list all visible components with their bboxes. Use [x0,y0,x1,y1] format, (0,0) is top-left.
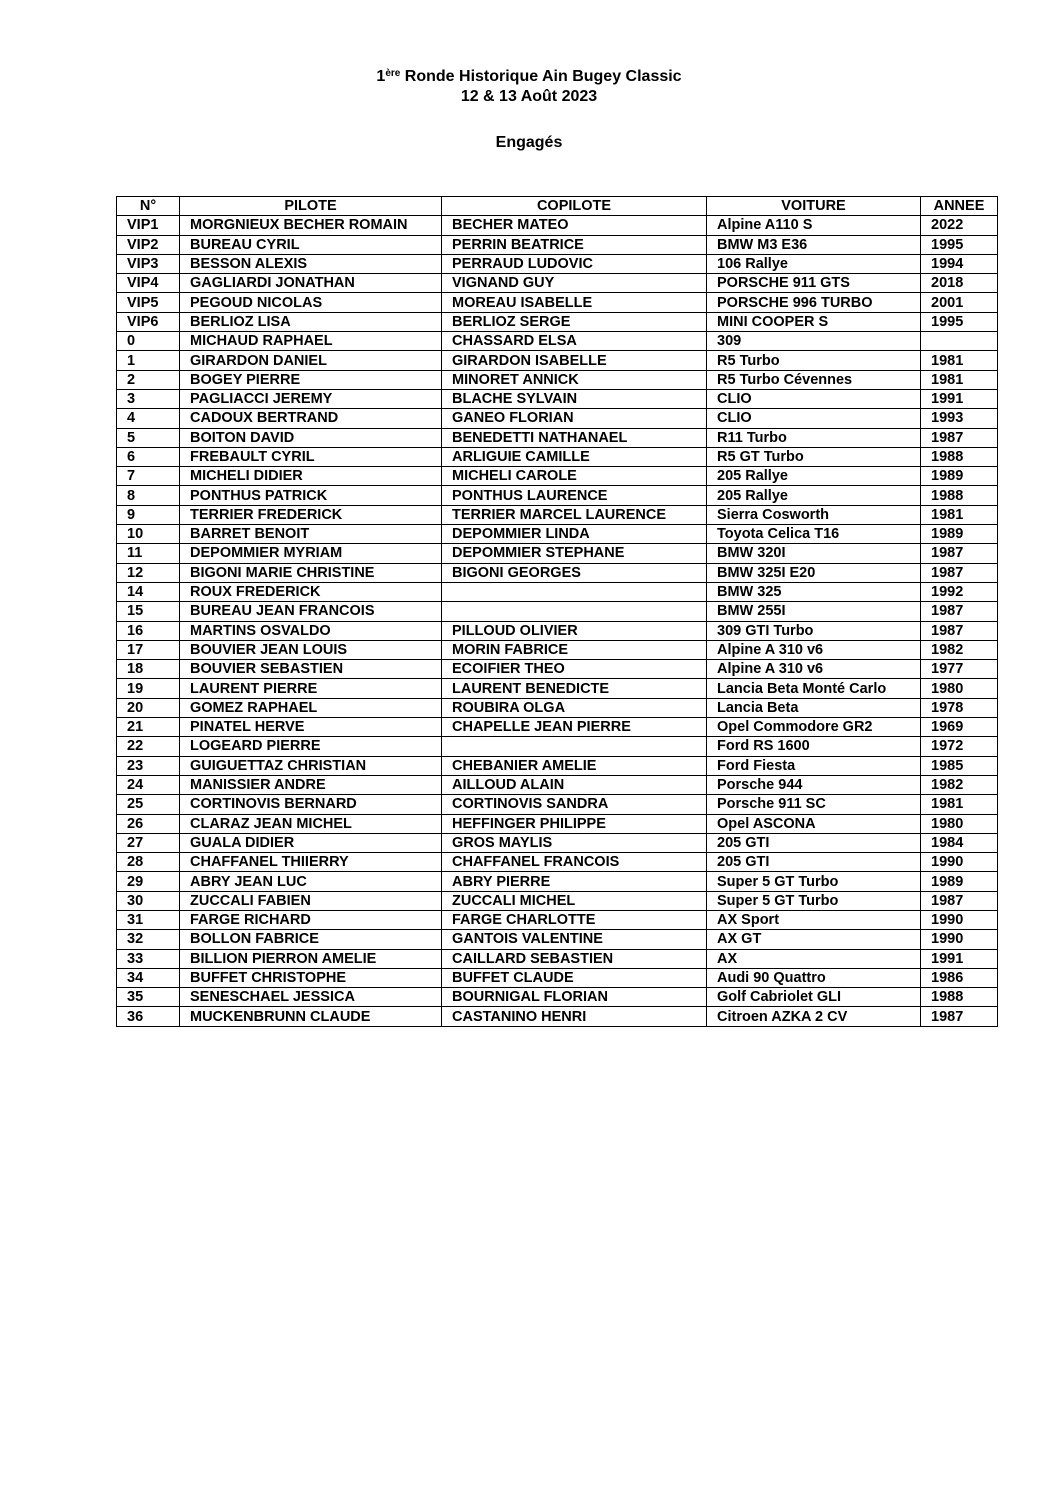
table-row [117,351,998,370]
cell-number: 31 [117,910,180,929]
cell-number: 11 [117,544,180,563]
cell-voiture: BMW 320I [707,544,921,563]
table-row [117,602,998,621]
cell-annee: 1981 [921,351,998,370]
cell-voiture: BMW 325 [707,582,921,601]
table-row [117,718,998,737]
cell-pilote: CLARAZ JEAN MICHEL [180,814,442,833]
cell-number: 26 [117,814,180,833]
table-row [117,891,998,910]
cell-voiture: AX GT [707,930,921,949]
cell-pilote: BUREAU CYRIL [180,235,442,254]
cell-annee: 2001 [921,293,998,312]
cell-copilote: PERRIN BEATRICE [442,235,707,254]
cell-copilote: VIGNAND GUY [442,274,707,293]
title-ordinal: 1 [376,68,386,85]
cell-copilote: PONTHUS LAURENCE [442,486,707,505]
cell-voiture: R5 GT Turbo [707,447,921,466]
cell-number: 36 [117,1007,180,1026]
cell-number: VIP1 [117,216,180,235]
cell-number: 12 [117,563,180,582]
cell-voiture: BMW M3 E36 [707,235,921,254]
cell-annee: 1990 [921,930,998,949]
cell-pilote: BOGEY PIERRE [180,370,442,389]
cell-number: 27 [117,833,180,852]
cell-voiture: Citroen AZKA 2 CV [707,1007,921,1026]
cell-annee: 1995 [921,235,998,254]
cell-copilote: FARGE CHARLOTTE [442,910,707,929]
table-row [117,389,998,408]
cell-copilote: PILLOUD OLIVIER [442,621,707,640]
cell-copilote: BERLIOZ SERGE [442,312,707,331]
cell-annee: 1990 [921,853,998,872]
cell-number: 22 [117,737,180,756]
cell-annee: 1988 [921,447,998,466]
cell-pilote: DEPOMMIER MYRIAM [180,544,442,563]
table-row [117,447,998,466]
table-row [117,544,998,563]
cell-pilote: LAURENT PIERRE [180,679,442,698]
cell-copilote: BOURNIGAL FLORIAN [442,988,707,1007]
cell-number: 24 [117,775,180,794]
cell-annee: 1987 [921,891,998,910]
table-row [117,486,998,505]
cell-annee: 1989 [921,467,998,486]
table-row [117,1007,998,1026]
cell-copilote: GIRARDON ISABELLE [442,351,707,370]
cell-copilote: CHAPELLE JEAN PIERRE [442,718,707,737]
cell-voiture: Alpine A110 S [707,216,921,235]
cell-copilote: TERRIER MARCEL LAURENCE [442,505,707,524]
cell-number: 7 [117,467,180,486]
cell-copilote: BECHER MATEO [442,216,707,235]
cell-pilote: PAGLIACCI JEREMY [180,389,442,408]
header-copilote: COPILOTE [442,197,707,216]
cell-voiture: R11 Turbo [707,428,921,447]
cell-pilote: BERLIOZ LISA [180,312,442,331]
cell-copilote: CAILLARD SEBASTIEN [442,949,707,968]
cell-annee: 1995 [921,312,998,331]
cell-copilote [442,582,707,601]
cell-voiture: Lancia Beta Monté Carlo [707,679,921,698]
cell-copilote: CORTINOVIS SANDRA [442,795,707,814]
cell-annee: 1987 [921,602,998,621]
cell-pilote: GOMEZ RAPHAEL [180,698,442,717]
cell-pilote: FARGE RICHARD [180,910,442,929]
cell-number: 15 [117,602,180,621]
cell-copilote: CHASSARD ELSA [442,332,707,351]
cell-annee: 1991 [921,389,998,408]
cell-number: 6 [117,447,180,466]
cell-copilote [442,737,707,756]
cell-copilote: GANTOIS VALENTINE [442,930,707,949]
cell-annee: 1980 [921,679,998,698]
cell-voiture: Opel ASCONA [707,814,921,833]
table-row [117,505,998,524]
cell-pilote: PONTHUS PATRICK [180,486,442,505]
table-row [117,293,998,312]
cell-pilote: BOUVIER SEBASTIEN [180,660,442,679]
cell-voiture: AX [707,949,921,968]
cell-number: 29 [117,872,180,891]
cell-annee: 1992 [921,582,998,601]
cell-pilote: BILLION PIERRON AMELIE [180,949,442,968]
cell-voiture: CLIO [707,389,921,408]
cell-voiture: 106 Rallye [707,254,921,273]
cell-pilote: BARRET BENOIT [180,525,442,544]
header-pilote: PILOTE [180,197,442,216]
table-row [117,332,998,351]
header-number: N° [117,197,180,216]
table-row [117,525,998,544]
cell-pilote: MORGNIEUX BECHER ROMAIN [180,216,442,235]
cell-copilote: CASTANINO HENRI [442,1007,707,1026]
cell-copilote: CHAFFANEL FRANCOIS [442,853,707,872]
cell-number: 21 [117,718,180,737]
cell-annee: 1987 [921,428,998,447]
cell-number: 16 [117,621,180,640]
cell-pilote: ZUCCALI FABIEN [180,891,442,910]
cell-annee: 2022 [921,216,998,235]
cell-annee: 1986 [921,968,998,987]
cell-number: VIP2 [117,235,180,254]
header-annee: ANNEE [921,197,998,216]
table-row [117,679,998,698]
table-row [117,698,998,717]
cell-annee: 1980 [921,814,998,833]
table-row [117,428,998,447]
title-ordinal-suffix: ère [385,68,401,79]
cell-pilote: ROUX FREDERICK [180,582,442,601]
cell-number: 8 [117,486,180,505]
cell-pilote: BUFFET CHRISTOPHE [180,968,442,987]
cell-annee: 1991 [921,949,998,968]
cell-number: 17 [117,640,180,659]
table-header-row [117,197,998,216]
cell-pilote: CADOUX BERTRAND [180,409,442,428]
cell-pilote: MANISSIER ANDRE [180,775,442,794]
cell-copilote: MOREAU ISABELLE [442,293,707,312]
cell-annee: 1981 [921,505,998,524]
cell-number: VIP6 [117,312,180,331]
cell-copilote: DEPOMMIER STEPHANE [442,544,707,563]
cell-number: 30 [117,891,180,910]
cell-voiture: Toyota Celica T16 [707,525,921,544]
table-row [117,312,998,331]
cell-voiture: Lancia Beta [707,698,921,717]
cell-pilote: CORTINOVIS BERNARD [180,795,442,814]
cell-pilote: SENESCHAEL JESSICA [180,988,442,1007]
document-title [0,67,1058,86]
cell-annee: 1993 [921,409,998,428]
table-row [117,775,998,794]
cell-voiture: 205 Rallye [707,486,921,505]
cell-voiture: BMW 255I [707,602,921,621]
cell-number: VIP3 [117,254,180,273]
cell-voiture: Porsche 911 SC [707,795,921,814]
cell-copilote: BIGONI GEORGES [442,563,707,582]
cell-number: 2 [117,370,180,389]
cell-annee: 2018 [921,274,998,293]
cell-pilote: TERRIER FREDERICK [180,505,442,524]
cell-voiture: Sierra Cosworth [707,505,921,524]
cell-annee: 1987 [921,621,998,640]
cell-voiture: Super 5 GT Turbo [707,891,921,910]
cell-annee: 1981 [921,370,998,389]
cell-voiture: 205 GTI [707,853,921,872]
cell-copilote: ARLIGUIE CAMILLE [442,447,707,466]
cell-annee: 1987 [921,544,998,563]
table-row [117,409,998,428]
cell-number: 3 [117,389,180,408]
cell-pilote: MICHAUD RAPHAEL [180,332,442,351]
cell-annee: 1977 [921,660,998,679]
cell-copilote: CHEBANIER AMELIE [442,756,707,775]
table-row [117,910,998,929]
cell-pilote: GUALA DIDIER [180,833,442,852]
cell-voiture: BMW 325I E20 [707,563,921,582]
cell-annee: 1978 [921,698,998,717]
table-row [117,988,998,1007]
table-row [117,930,998,949]
table-body [117,216,998,1026]
cell-copilote: DEPOMMIER LINDA [442,525,707,544]
document-subtitle: Engagés [495,134,563,151]
cell-copilote: HEFFINGER PHILIPPE [442,814,707,833]
cell-annee: 1981 [921,795,998,814]
cell-annee: 1982 [921,775,998,794]
cell-annee: 1990 [921,910,998,929]
cell-copilote: ABRY PIERRE [442,872,707,891]
cell-copilote: GANEO FLORIAN [442,409,707,428]
cell-pilote: MARTINS OSVALDO [180,621,442,640]
cell-annee: 1988 [921,486,998,505]
cell-voiture: PORSCHE 996 TURBO [707,293,921,312]
cell-pilote: GIRARDON DANIEL [180,351,442,370]
table-row [117,370,998,389]
table-row [117,467,998,486]
cell-copilote: MINORET ANNICK [442,370,707,389]
cell-pilote: BESSON ALEXIS [180,254,442,273]
cell-copilote: MICHELI CAROLE [442,467,707,486]
cell-voiture: R5 Turbo [707,351,921,370]
cell-annee: 1985 [921,756,998,775]
cell-number: 19 [117,679,180,698]
cell-number: 20 [117,698,180,717]
cell-copilote: GROS MAYLIS [442,833,707,852]
cell-voiture: PORSCHE 911 GTS [707,274,921,293]
cell-number: 28 [117,853,180,872]
cell-pilote: GUIGUETTAZ CHRISTIAN [180,756,442,775]
cell-annee: 1988 [921,988,998,1007]
cell-voiture: Alpine A 310 v6 [707,660,921,679]
table-row [117,254,998,273]
cell-pilote: BOLLON FABRICE [180,930,442,949]
cell-copilote: BENEDETTI NATHANAEL [442,428,707,447]
cell-voiture: CLIO [707,409,921,428]
cell-number: 34 [117,968,180,987]
cell-annee: 1987 [921,563,998,582]
cell-pilote: BOUVIER JEAN LOUIS [180,640,442,659]
cell-number: 1 [117,351,180,370]
entries-table [116,196,998,1027]
cell-pilote: PEGOUD NICOLAS [180,293,442,312]
cell-annee: 1972 [921,737,998,756]
cell-pilote: ABRY JEAN LUC [180,872,442,891]
cell-number: 9 [117,505,180,524]
cell-voiture: MINI COOPER S [707,312,921,331]
table-row [117,640,998,659]
cell-pilote: FREBAULT CYRIL [180,447,442,466]
table-row [117,274,998,293]
cell-number: VIP4 [117,274,180,293]
cell-voiture: Alpine A 310 v6 [707,640,921,659]
table-row [117,660,998,679]
cell-annee: 1984 [921,833,998,852]
table-row [117,872,998,891]
cell-pilote: GAGLIARDI JONATHAN [180,274,442,293]
cell-number: 14 [117,582,180,601]
cell-number: 32 [117,930,180,949]
table-row [117,949,998,968]
cell-pilote: MUCKENBRUNN CLAUDE [180,1007,442,1026]
table-row [117,216,998,235]
cell-number: VIP5 [117,293,180,312]
cell-copilote: LAURENT BENEDICTE [442,679,707,698]
cell-voiture: Ford RS 1600 [707,737,921,756]
cell-voiture: R5 Turbo Cévennes [707,370,921,389]
cell-voiture: AX Sport [707,910,921,929]
cell-number: 25 [117,795,180,814]
cell-copilote: ZUCCALI MICHEL [442,891,707,910]
table-row [117,814,998,833]
cell-pilote: BOITON DAVID [180,428,442,447]
table-row [117,582,998,601]
cell-number: 35 [117,988,180,1007]
header-voiture: VOITURE [707,197,921,216]
cell-copilote: AILLOUD ALAIN [442,775,707,794]
cell-annee: 1989 [921,872,998,891]
cell-annee: 1982 [921,640,998,659]
cell-voiture: 205 GTI [707,833,921,852]
cell-pilote: LOGEARD PIERRE [180,737,442,756]
cell-number: 0 [117,332,180,351]
title-event-name: Ronde Historique Ain Bugey Classic [400,68,682,85]
cell-voiture: 205 Rallye [707,467,921,486]
cell-pilote: CHAFFANEL THIIERRY [180,853,442,872]
cell-annee [921,332,998,351]
cell-pilote: MICHELI DIDIER [180,467,442,486]
cell-annee: 1969 [921,718,998,737]
cell-voiture: Ford Fiesta [707,756,921,775]
cell-number: 33 [117,949,180,968]
cell-number: 18 [117,660,180,679]
cell-pilote: BUREAU JEAN FRANCOIS [180,602,442,621]
cell-pilote: BIGONI MARIE CHRISTINE [180,563,442,582]
cell-number: 23 [117,756,180,775]
cell-pilote: PINATEL HERVE [180,718,442,737]
cell-voiture: 309 GTI Turbo [707,621,921,640]
cell-annee: 1994 [921,254,998,273]
cell-copilote: MORIN FABRICE [442,640,707,659]
cell-voiture: Opel Commodore GR2 [707,718,921,737]
table-row [117,737,998,756]
table-row [117,621,998,640]
cell-copilote: BLACHE SYLVAIN [442,389,707,408]
cell-copilote [442,602,707,621]
table-row [117,235,998,254]
cell-voiture: Audi 90 Quattro [707,968,921,987]
cell-voiture: 309 [707,332,921,351]
cell-copilote: PERRAUD LUDOVIC [442,254,707,273]
table-row [117,795,998,814]
table-row [117,833,998,852]
cell-number: 5 [117,428,180,447]
cell-number: 10 [117,525,180,544]
cell-copilote: ECOIFIER THEO [442,660,707,679]
cell-annee: 1989 [921,525,998,544]
cell-voiture: Porsche 944 [707,775,921,794]
document-dates: 12 & 13 Août 2023 [460,88,598,105]
cell-voiture: Golf Cabriolet GLI [707,988,921,1007]
cell-annee: 1987 [921,1007,998,1026]
table-row [117,968,998,987]
cell-number: 4 [117,409,180,428]
table-row [117,853,998,872]
cell-voiture: Super 5 GT Turbo [707,872,921,891]
cell-copilote: BUFFET CLAUDE [442,968,707,987]
cell-copilote: ROUBIRA OLGA [442,698,707,717]
table-row [117,563,998,582]
table-row [117,756,998,775]
